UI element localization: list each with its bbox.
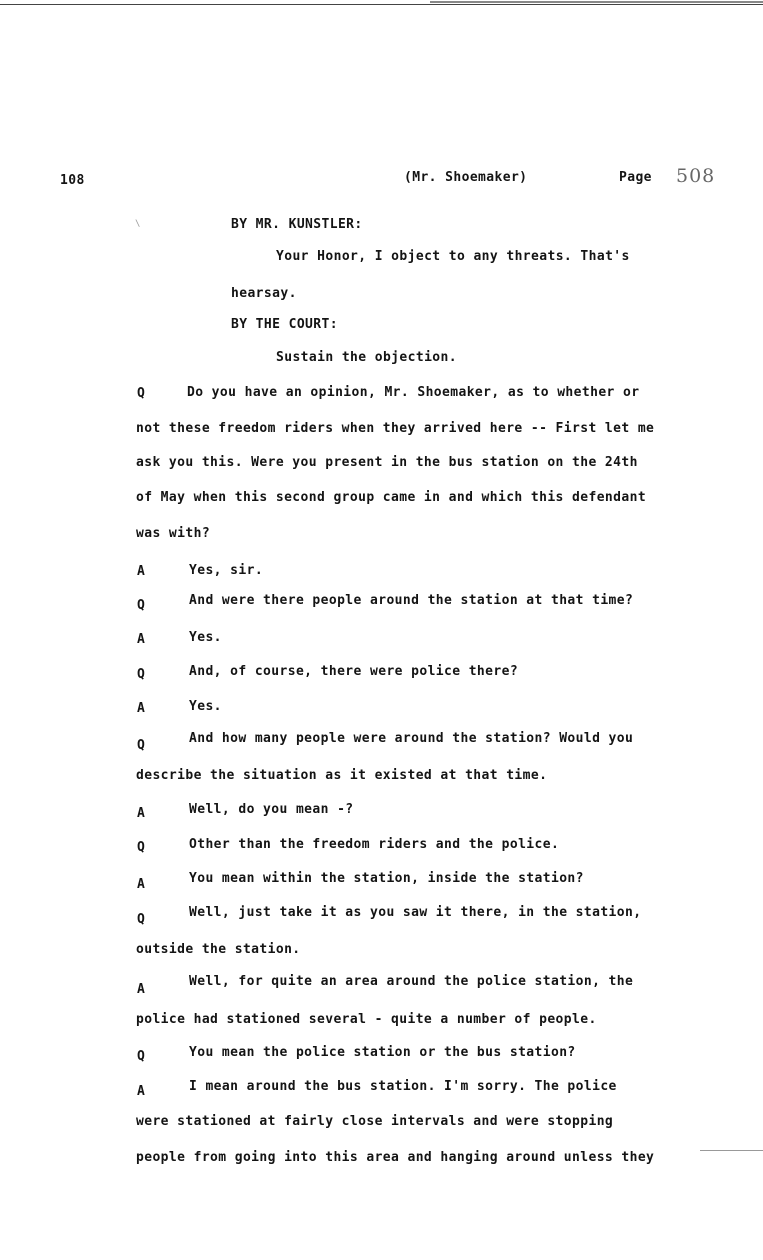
q-label: Q (137, 598, 145, 613)
a-label: A (137, 564, 145, 579)
question-text: You mean the police station or the bus station? (189, 1045, 576, 1060)
answer-text: Yes. (189, 699, 222, 714)
objection-text: Your Honor, I object to any threats. That's (276, 249, 630, 264)
page-label: Page (619, 170, 652, 185)
answer-text: police had stationed several - quite a number of people. (136, 1012, 597, 1027)
speaker-heading: BY MR. KUNSTLER: (231, 217, 363, 232)
a-label: A (137, 701, 145, 716)
top-rule-faint (430, 1, 763, 3)
question-text: And how many people were around the station? Would you (189, 731, 634, 746)
question-text: Do you have an opinion, Mr. Shoemaker, as to whether or (187, 385, 640, 400)
a-label: A (137, 982, 145, 997)
stray-mark: \ (135, 219, 141, 229)
a-label: A (137, 632, 145, 647)
q-label: Q (137, 1049, 145, 1064)
answer-text: Well, do you mean -? (189, 802, 354, 817)
question-text: of May when this second group came in and which this defendant (136, 490, 647, 505)
page-number: 108 (60, 173, 85, 188)
handwritten-page-number: 508 (676, 165, 716, 187)
question-text: outside the station. (136, 942, 301, 957)
q-label: Q (137, 667, 145, 682)
answer-text: people from going into this area and hanging around unless they (136, 1150, 655, 1165)
answer-text: I mean around the bus station. I'm sorry. The police (189, 1079, 617, 1094)
question-text: Well, just take it as you saw it there, in the station, (189, 905, 642, 920)
question-text: And were there people around the station at that time? (189, 593, 634, 608)
answer-text: were stationed at fairly close intervals and were stopping (136, 1114, 614, 1129)
question-text: And, of course, there were police there? (189, 664, 519, 679)
q-label: Q (137, 912, 145, 927)
speaker-heading: BY THE COURT: (231, 317, 338, 332)
bottom-rule (700, 1150, 763, 1151)
answer-text: Yes. (189, 630, 222, 645)
q-label: Q (137, 840, 145, 855)
answer-text: Well, for quite an area around the police station, the (189, 974, 634, 989)
top-rule (0, 4, 763, 5)
witness-heading: (Mr. Shoemaker) (404, 170, 528, 185)
answer-text: Yes, sir. (189, 563, 264, 578)
q-label: Q (137, 738, 145, 753)
a-label: A (137, 877, 145, 892)
question-text: was with? (136, 526, 211, 541)
question-text: ask you this. Were you present in the bus station on the 24th (136, 455, 638, 470)
question-text: not these freedom riders when they arrived here -- First let me (136, 421, 655, 436)
objection-text: hearsay. (231, 286, 297, 301)
answer-text: You mean within the station, inside the station? (189, 871, 584, 886)
q-label: Q (137, 386, 145, 401)
ruling-text: Sustain the objection. (276, 350, 457, 365)
a-label: A (137, 806, 145, 821)
a-label: A (137, 1084, 145, 1099)
question-text: Other than the freedom riders and the police. (189, 837, 560, 852)
question-text: describe the situation as it existed at that time. (136, 768, 548, 783)
